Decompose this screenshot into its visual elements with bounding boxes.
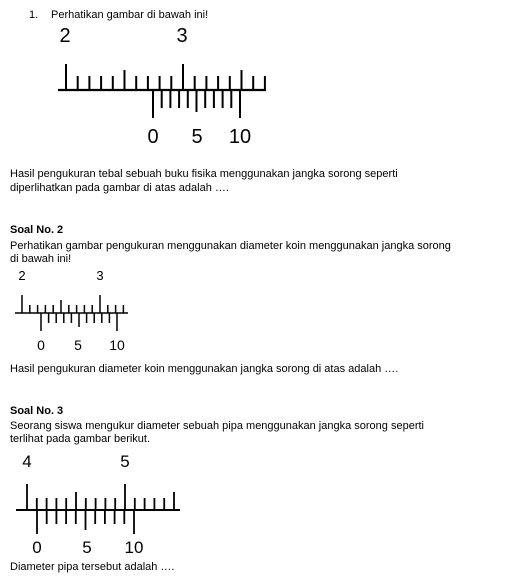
q3-vernier-label-5: 5 [82,538,92,557]
q2-vernier-label-10: 10 [109,337,125,353]
q3-vernier-label-10: 10 [124,538,144,557]
q3-question: Diameter pipa tersebut adalah …. [10,561,175,573]
q2-main-label-2: 2 [18,268,26,283]
q2-intro-line1: Perhatikan gambar pengukuran menggunakan diameter koin menggunakan jangka sorong [10,240,451,252]
q2-vernier-label-5: 5 [74,337,82,353]
q2-main-label-3: 3 [96,268,104,283]
q3-intro-line1: Seorang siswa mengukur diameter sebuah pipa menggunakan jangka sorong seperti [10,420,424,432]
q1-vernier-label-0: 0 [147,126,159,148]
q3-main-label-5: 5 [120,452,130,471]
q3-intro-line2: terlihat pada gambar berikut. [10,433,151,445]
q1-number: 1. [29,9,39,21]
q1-main-label-2: 2 [59,25,71,47]
q1-main-label-3: 3 [176,25,188,47]
q3-main-scale-ticks [27,484,174,510]
q1-vernier-label-5: 5 [191,126,203,148]
q3-heading: Soal No. 3 [10,405,64,417]
q1-question-line2: diperlihatkan pada gambar di atas adalah …. [10,182,229,194]
q3-main-label-4: 4 [22,452,32,471]
q2-heading: Soal No. 2 [10,224,64,236]
q2-intro-line2: di bawah ini! [10,253,72,265]
q3-main-scale [16,452,180,510]
q2-vernier-label-0: 0 [37,337,45,353]
q3-vernier-ticks [37,510,134,534]
q2-question: Hasil pengukuran diameter koin menggunakan jangka sorong di atas adalah …. [10,363,399,375]
q3-vernier-label-0: 0 [32,538,42,557]
q1-intro: Perhatikan gambar di bawah ini! [51,9,209,21]
q1-vernier-label-10: 10 [228,126,252,148]
q1-question-line1: Hasil pengukuran tebal sebuah buku fisika menggunakan jangka sorong seperti [10,168,398,180]
q3-vernier-scale [32,510,143,557]
